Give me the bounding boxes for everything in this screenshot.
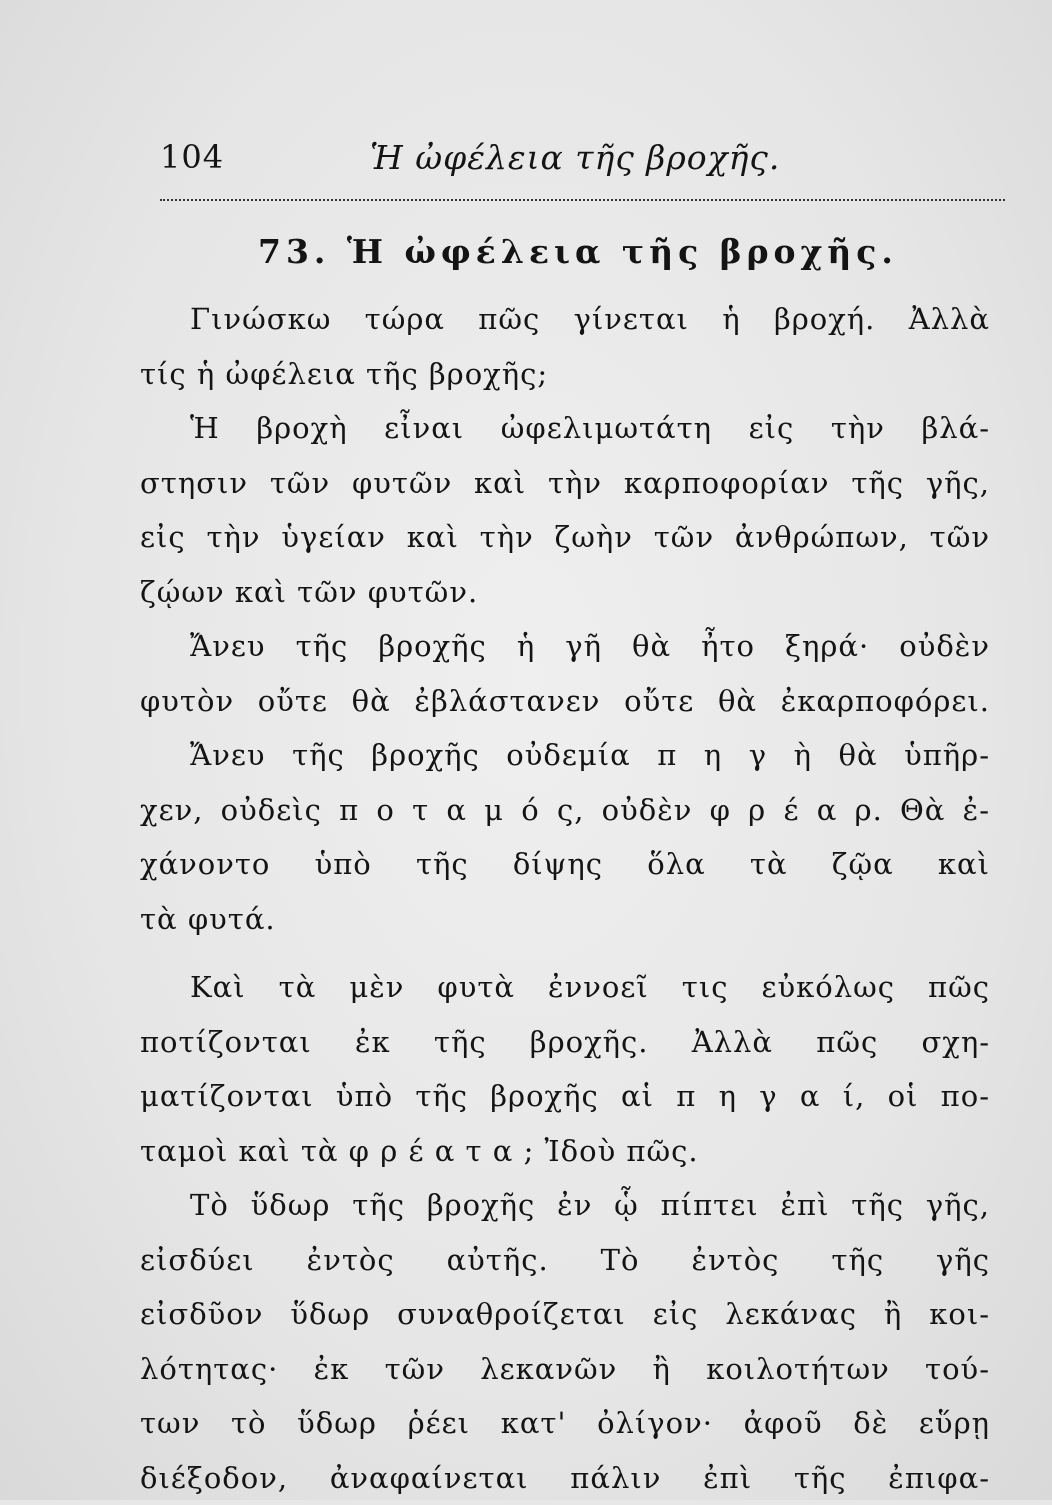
text-line: τίς ἡ ὠφέλεια τῆς βροχῆς; [140, 347, 990, 402]
running-title: Ἡ ὠφέλεια τῆς βροχῆς. [370, 138, 780, 177]
page-number: 104 [160, 138, 224, 176]
text-line: χεν, οὐδεὶς π ο τ α μ ό ς, οὐδὲν φ ρ έ α ρ. Θὰ ἐ- [140, 783, 990, 838]
text-line: στησιν τῶν φυτῶν καὶ τὴν καρποφορίαν τῆς γῆς, [140, 456, 990, 511]
text-line: Ἄνευ τῆς βροχῆς ἡ γῆ θὰ ἦτο ξηρά· οὐδὲν [140, 619, 990, 674]
chapter-title: 73. Ἡ ὠφέλεια τῆς βροχῆς. [258, 232, 898, 271]
text-line: ζῴων καὶ τῶν φυτῶν. [140, 565, 990, 620]
text-line: Γινώσκω τώρα πῶς γίνεται ἡ βροχή. Ἀλλὰ [140, 292, 990, 347]
text-line: Καὶ τὰ μὲν φυτὰ ἐννοεῖ τις εὐκόλως πῶς [140, 960, 990, 1015]
paragraph-gap [140, 946, 990, 960]
text-line: Ἡ βροχὴ εἶναι ὠφελιμωτάτη εἰς τὴν βλά- [140, 401, 990, 456]
text-line: ποτίζονται ἐκ τῆς βροχῆς. Ἀλλὰ πῶς σχη- [140, 1015, 990, 1070]
text-line: διέξοδον, ἀναφαίνεται πάλιν ἐπὶ τῆς ἐπιφα- [140, 1451, 990, 1505]
text-line: Ἄνευ τῆς βροχῆς οὐδεμία π η γ ὴ θὰ ὑπῆρ- [140, 728, 990, 783]
header-divider [160, 199, 1005, 201]
page-header [160, 138, 1000, 188]
text-line: φυτὸν οὔτε θὰ ἐβλάστανεν οὔτε θὰ ἐκαρποφόρει. [140, 674, 990, 729]
text-line: εἰσδῦον ὕδωρ συναθροίζεται εἰς λεκάνας ἢ κοι- [140, 1287, 990, 1342]
text-line: ταμοὶ καὶ τὰ φ ρ έ α τ α ; Ἰδοὺ πῶς. [140, 1124, 990, 1179]
text-line: χάνοντο ὑπὸ τῆς δίψης ὅλα τὰ ζῷα καὶ [140, 837, 990, 892]
text-line: εἰσδύει ἐντὸς αὐτῆς. Τὸ ἐντὸς τῆς γῆς [140, 1233, 990, 1288]
text-line: εἰς τὴν ὑγείαν καὶ τὴν ζωὴν τῶν ἀνθρώπων, τῶν [140, 510, 990, 565]
text-line: τὰ φυτά. [140, 892, 990, 947]
text-line: Τὸ ὕδωρ τῆς βροχῆς ἐν ᾧ πίπτει ἐπὶ τῆς γῆς, [140, 1178, 990, 1233]
text-line: λότητας· ἐκ τῶν λεκανῶν ἢ κοιλοτήτων τού- [140, 1342, 990, 1397]
text-line: ματίζονται ὑπὸ τῆς βροχῆς αἱ π η γ α ί, οἱ πο- [140, 1069, 990, 1124]
text-line: των τὸ ὕδωρ ῥέει κατ' ὀλίγον· ἀφοῦ δὲ εὕρῃ [140, 1396, 990, 1451]
body-text [140, 292, 990, 1505]
